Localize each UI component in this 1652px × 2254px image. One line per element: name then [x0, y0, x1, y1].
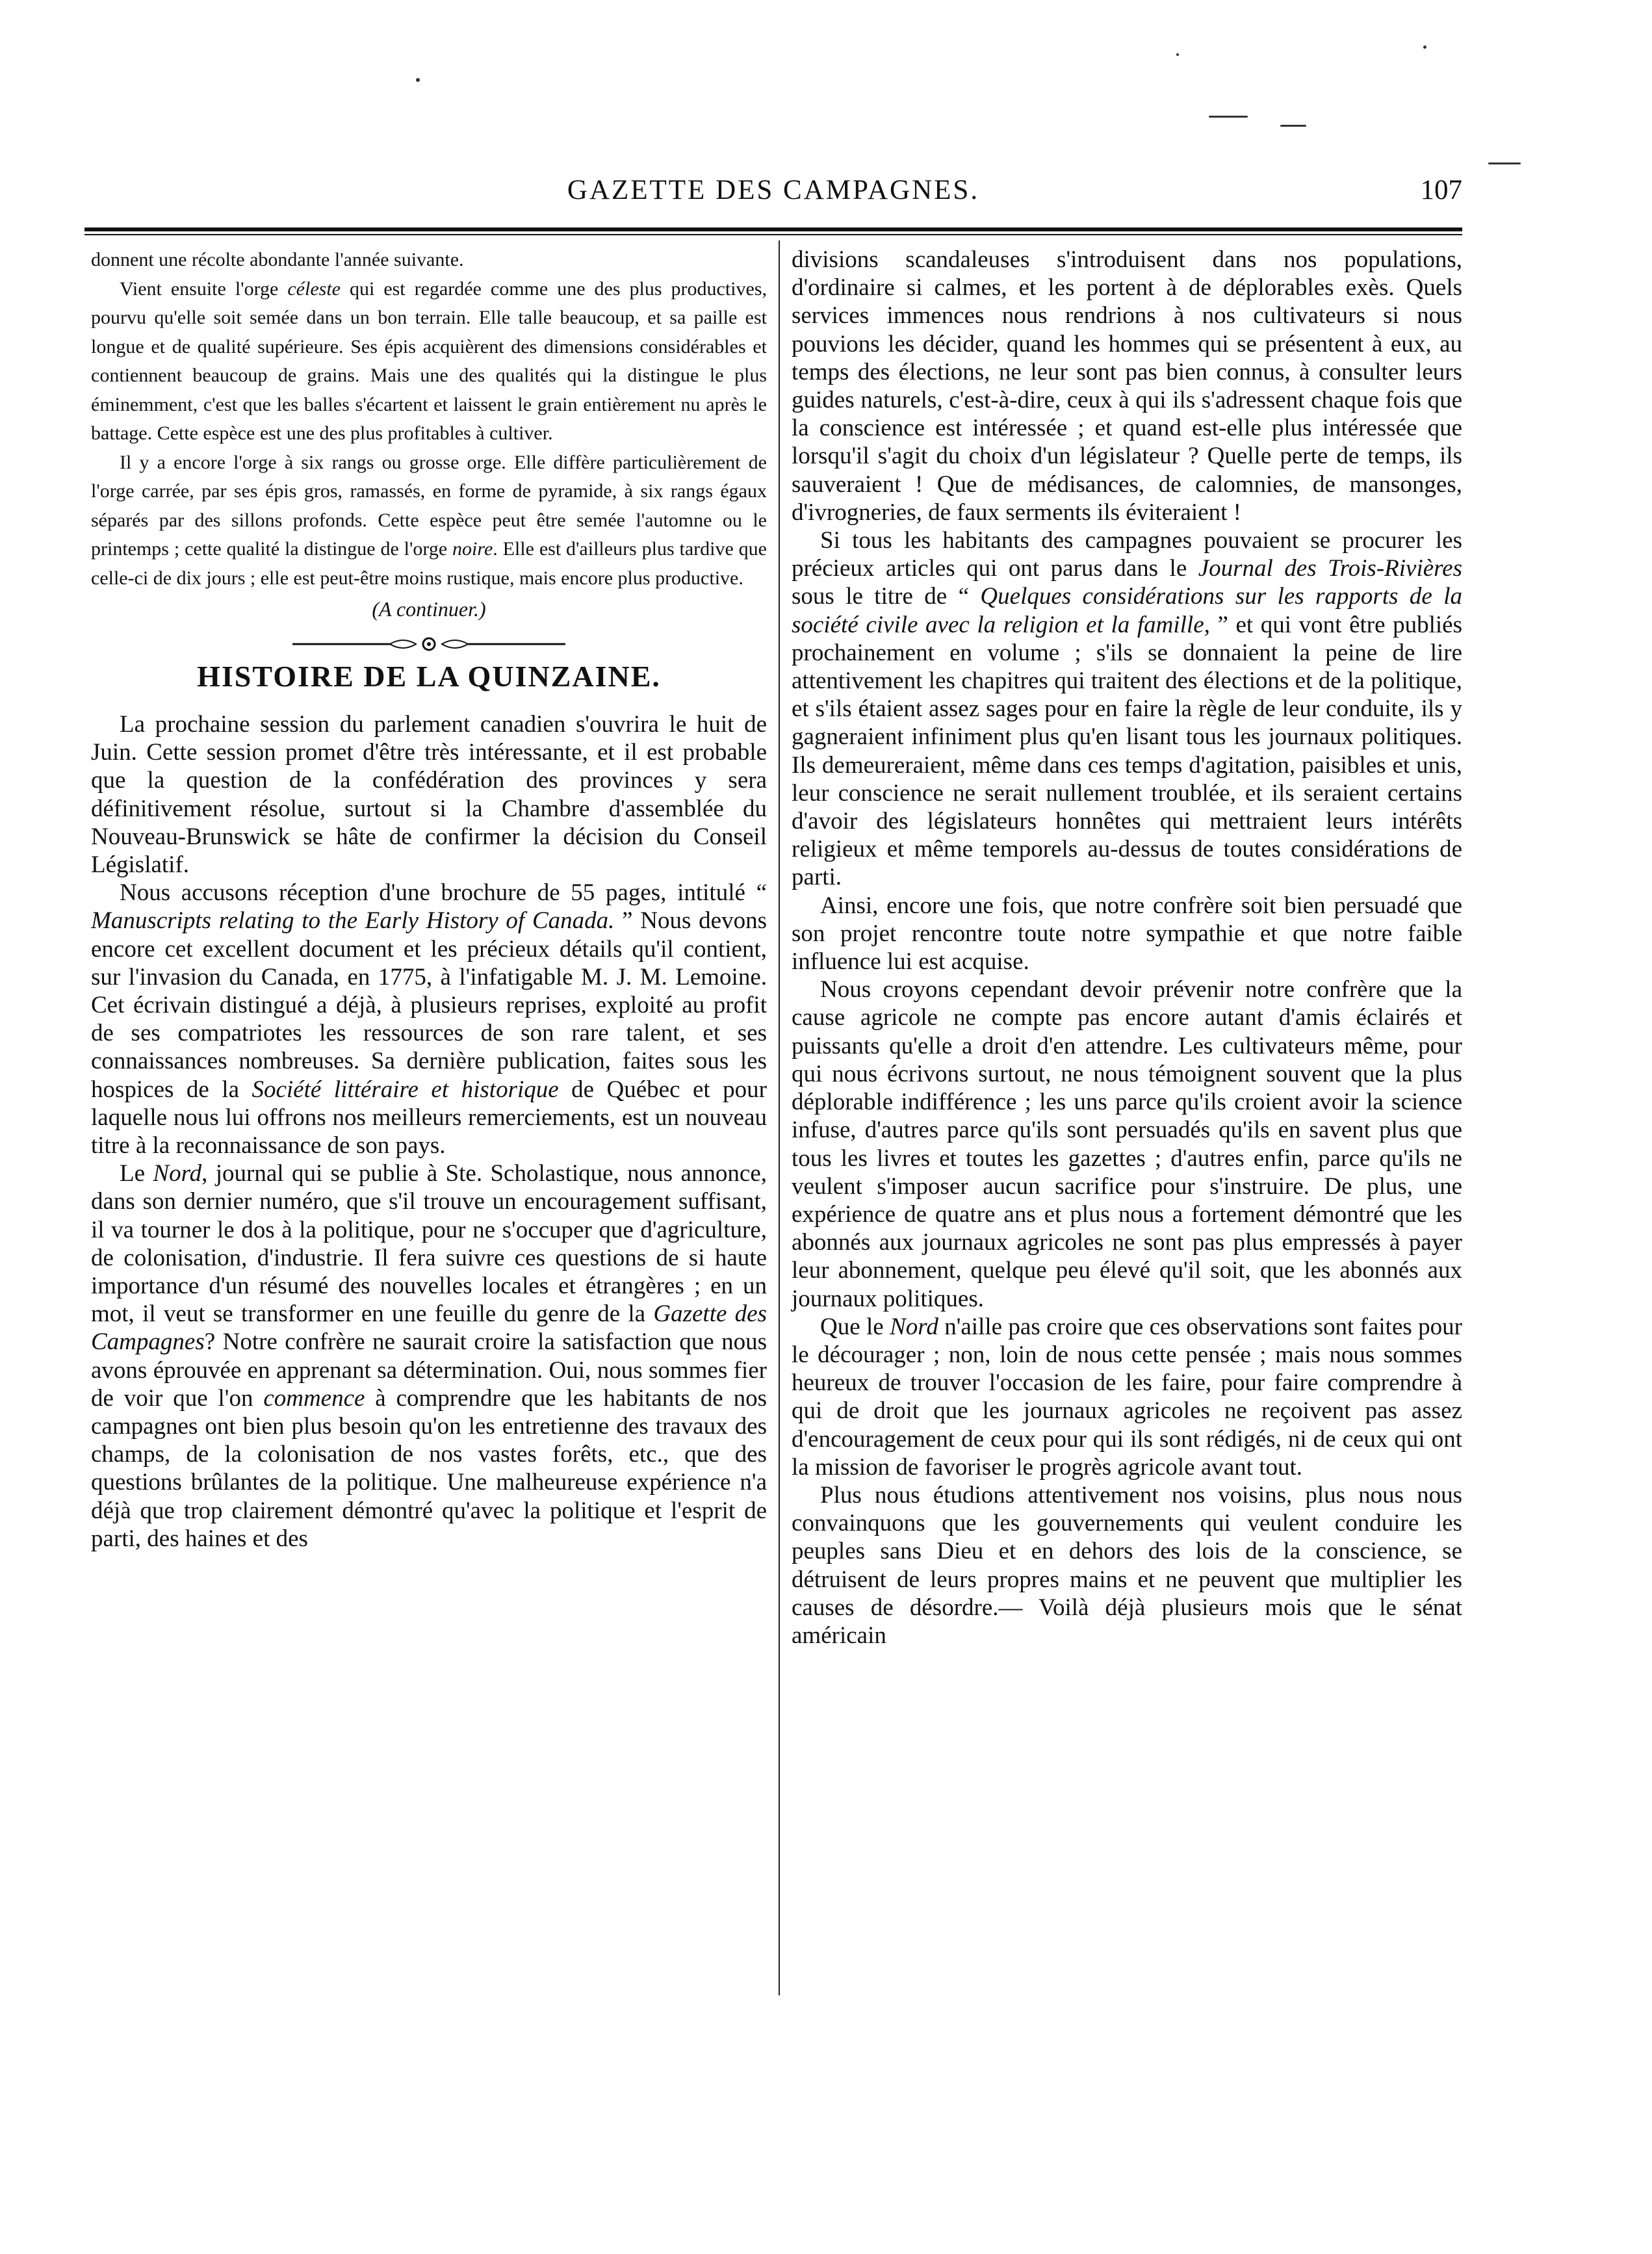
- paragraph: [792, 892, 1462, 976]
- paragraph-text: ? Notre confrère ne saurait croire la satisfaction que nous avons éprouvée en apprenant sa détermination. Oui, nous sommes fier de voir que l'on: [91, 1328, 767, 1412]
- paragraph-text: divisions scandaleuses s'introduisent dans nos populations, d'ordinaire si calmes, et les portent à de déplorables exès. Quels services immences nous rendrions à nos cultivateurs si nous pouvions les décider, quand les hommes qui se présentent à eux, au temps des élections, ne leur sont pas bien connus, à consulter leurs guides naturels, c'est-à-dire, ceux à qui ils s'adressent chaque fois que la conscience est intéressée ; et quand est-elle plus intéressée que lorsqu'il s'agit du choix d'un législateur ? Quelle perte de temps, ils sauveraient ! Que de médisances, de calomnies, de mansonges, d'ivrogneries, de faux serments ils éviteraient !: [792, 246, 1462, 526]
- paragraph-text: Nous croyons cependant devoir prévenir notre confrère que la cause agricole ne compte pas encore autant d'amis éclairés et puissants qu'elle a droit d'en attendre. Les cultivateurs même, pour qui nous écrivons surtout, ne nous témoignent souvent que la plus déplorable indifférence ; les uns parce qu'ils croient avoir la science infuse, d'autres parce qu'ils sont persuadés qu'ils en savent plus que tous les livres et toutes les gazettes ; d'autres enfin, parce qu'ils ne veulent s'imposer aucun sacrifice pour s'instruire. De plus, une expérience de quatre ans et plus nous a fortement démontré que les abonnés aux journaux agricoles ne sont pas plus empressés à payer leur abonnement, quelque peu élevé qu'il soit, que les abonnés aux journaux politiques.: [792, 976, 1462, 1312]
- paragraph-text: à comprendre que les habitants de nos campagnes ont bien plus besoin qu'on les entretienne des travaux des champs, de la colonisation de nos vastes forêts, etc., que des questions brûlantes de la politique. Une malheureuse expérience n'a déjà que trop clairement démontré qu'avec la politique et l'esprit de parti, des haines et des: [91, 1384, 767, 1552]
- paragraph: [91, 246, 767, 275]
- continuation-note: (A continuer.): [372, 597, 486, 621]
- paragraph-text: . Elle est d'ailleurs plus tardive que celle-ci de dix jours ; elle est peut-être moins rustique, mais encore plus productive.: [91, 538, 767, 589]
- paragraph-text: , journal qui se publie à Ste. Scholastique, nous annonce, dans son dernier numéro, que s'il trouve un encouragement suffisant, il va tourner le dos à la politique, pour ne s'occuper que d'agriculture, de colonisation, d'industrie. Il fera suivre ces questions de si haute importance d'un résumé des nouvelles locales et étrangères ; en un mot, il veut se transformer en une feuille du genre de la: [91, 1160, 767, 1328]
- section-heading: HISTOIRE DE LA QUINZAINE.: [197, 660, 661, 693]
- ink-speck: [1280, 125, 1306, 127]
- emphasis: Nord: [890, 1313, 938, 1340]
- paragraph: [91, 879, 767, 1159]
- emphasis: Journal des Trois-Rivières: [1198, 555, 1462, 582]
- emphasis: Société littéraire et historique: [252, 1076, 559, 1103]
- paragraph-text: Si tous les habitants des campagnes pouvaient se procurer les précieux articles qui ont parus dans le: [792, 527, 1462, 582]
- paragraph: [792, 1481, 1462, 1650]
- paragraph-text: qui est regardée comme une des plus productives, pourvu qu'elle soit semée dans un bon terrain. Elle talle beaucoup, et sa paille est longue et de qualité supérieure. Ses épis acquièrent des dimensions considérables et contiennent beaucoup de grains. Mais une des qualités qui la distingue le plus éminemment, c'est que les balles s'écartent et laissent le grain entièrement nu après le battage. Cette espèce est une des plus profitables à cultiver.: [91, 278, 768, 444]
- paragraph-text: Vient ensuite l'orge: [120, 278, 288, 300]
- ink-speck: [1209, 116, 1248, 118]
- paragraph-text: Nous accusons réception d'une brochure de 55 pages, intitulé “: [120, 879, 767, 907]
- publication-title: GAZETTE DES CAMPAGNES.: [567, 175, 980, 205]
- paragraph-text: sous le titre de “: [792, 583, 981, 610]
- column-divider: [779, 240, 780, 1995]
- paragraph-text: ” Nous devons encore cet excellent document et les précieux détails qu'il contient, sur l'invasion du Canada, en 1775, à l'infatigable M. J. M. Lemoine. Cet écrivain distingué a déjà, à plusieurs reprises, exploité au profit de ses compatriotes les ressources de son rare talent, et ses connaissances nombreuses. Sa dernière publication, faites sous les hospices de la: [91, 907, 767, 1103]
- paragraph-text: donnent une récolte abondante l'année suivante.: [91, 249, 464, 270]
- emphasis: Quelques considérations sur les rapports de la société civile avec la religion et la famille,: [792, 583, 1463, 638]
- header-rule: [84, 227, 1462, 231]
- paragraph-text: Ainsi, encore une fois, que notre confrère soit bien persuadé que son projet rencontre toute notre sympathie et que notre faible influence lui est acquise.: [792, 892, 1462, 976]
- emphasis: commence: [263, 1384, 365, 1412]
- paragraph: [792, 976, 1462, 1312]
- paragraph: [91, 448, 767, 593]
- ink-speck: [1488, 162, 1521, 164]
- paragraph-text: ” et qui vont être publiés prochainement en volume ; s'ils se donnaient la peine de lire attentivement les chapitres qui traitent des élections et de la politique, et s'ils étaient assez sages pour en faire la règle de leur conduite, ils y gagneraient infiniment plus qu'en lisant tous les journaux politiques. Ils demeureraient, même dans ces temps d'agitation, paisibles et unis, leur conscience ne serait nullement troublée, et ils seraient certains d'avoir des législateurs honnêtes qui mettraient leurs intérêts religieux et même temporels au-dessus de toutes considérations de parti.: [792, 611, 1462, 891]
- ink-speck: [416, 78, 420, 82]
- emphasis: Gazette des Campagnes: [91, 1301, 767, 1356]
- paragraph-text: Il y a encore l'orge à six rangs ou grosse orge. Elle diffère particulièrement de l'orge carrée, par ses épis gros, ramassés, en forme de pyramide, à six rangs égaux séparés par des sillons profonds. Cette espèce peut être semée l'automne ou le printemps ; cette qualité la distingue de l'orge: [91, 451, 767, 560]
- paragraph-text: Plus nous étudions attentivement nos voisins, plus nous nous convainquons que les gouvernements qui veulent conduire les peuples sans Dieu et en dehors des lois de la conscience, se détruisent de leurs propres mains et ne peuvent que multiplier les causes de désordre.— Voilà déjà plusieurs mois que le sénat américain: [792, 1481, 1462, 1649]
- page-number: 107: [1420, 175, 1462, 205]
- emphasis: céleste: [287, 278, 341, 300]
- paragraph-text: de Québec et pour laquelle nous lui offrons nos meilleurs remerciements, est un nouveau titre à la reconnaissance de son pays.: [91, 1076, 768, 1159]
- paragraph-text: n'aille pas croire que ces observations sont faites pour le décourager ; non, loin de nous cette pensée ; mais nous sommes heureux de trouver l'occasion de les faire, pour faire comprendre à qui de droit que les journaux agricoles ne reçoivent pas assez d'encouragement de ceux pour qui ils sont rédigés, ni de ceux qui ont la mission de favoriser le progrès agricole avant tout.: [792, 1313, 1462, 1481]
- ink-speck: [1176, 53, 1179, 56]
- paragraph: [91, 710, 767, 879]
- ornament-divider: [292, 634, 565, 654]
- emphasis: Manuscripts relating to the Early History of Canada.: [91, 907, 615, 935]
- paragraph: [91, 275, 767, 448]
- left-column: [91, 246, 767, 1553]
- header-rule-thin: [84, 234, 1462, 235]
- emphasis: noire: [452, 538, 493, 560]
- ink-speck: [1423, 45, 1426, 49]
- paragraph-text: La prochaine session du parlement canadien s'ouvrira le huit de Juin. Cette session promet d'être très intéressante, et il est probable que la question de la confédération des provinces y sera définitivement résolue, surtout si la Chambre d'assemblée du Nouveau-Brunswick se hâte de confirmer la décision du Conseil Législatif.: [91, 711, 767, 879]
- paragraph: [91, 1159, 767, 1553]
- ornament-icon: [292, 634, 565, 654]
- page-header: [84, 174, 1462, 220]
- paragraph-text: Le: [120, 1160, 153, 1187]
- paragraph: [792, 526, 1462, 892]
- right-column: [792, 246, 1462, 1650]
- emphasis: Nord: [153, 1160, 202, 1187]
- paragraph-text: Que le: [820, 1313, 890, 1340]
- paragraph: [792, 246, 1462, 526]
- paragraph: [792, 1313, 1462, 1481]
